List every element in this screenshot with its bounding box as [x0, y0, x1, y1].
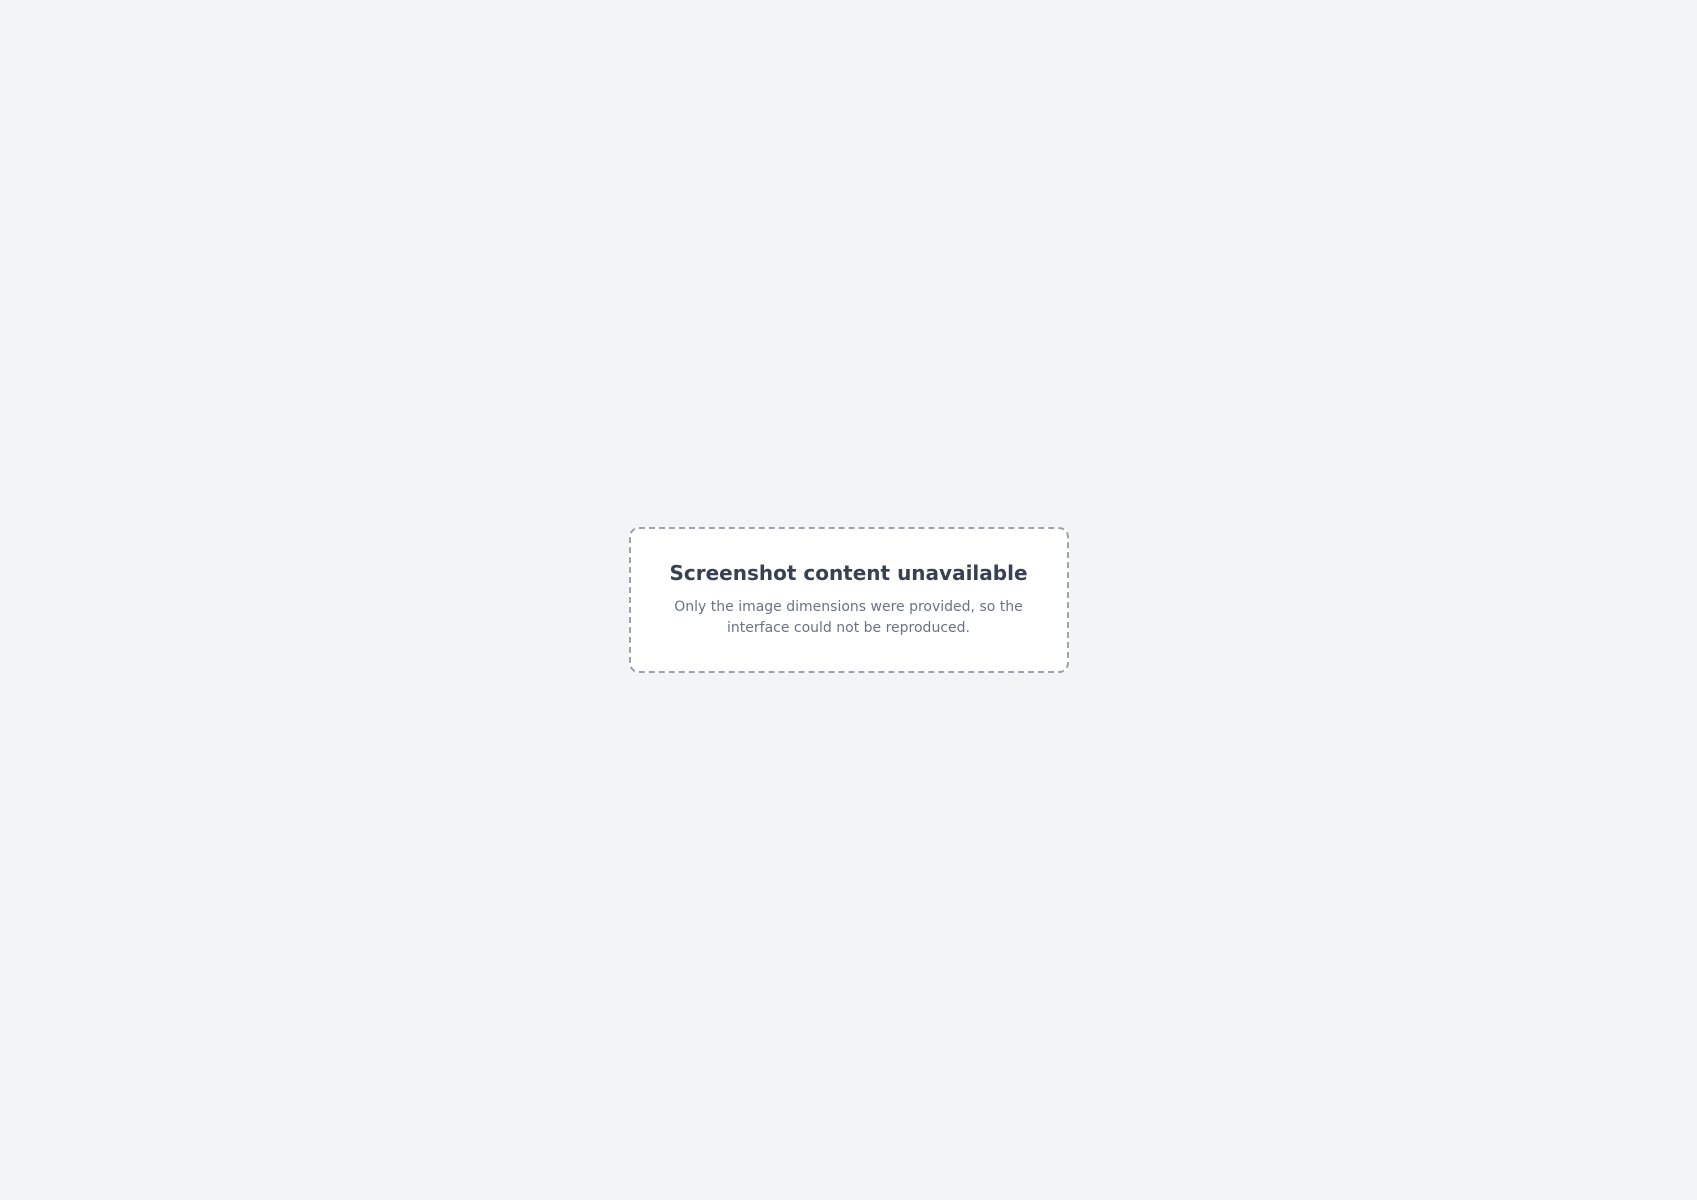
placeholder-title: Screenshot content unavailable: [669, 561, 1028, 585]
placeholder-panel: [629, 527, 1069, 673]
placeholder-message: Only the image dimensions were provided, so the interface could not be reproduced.: [674, 599, 1023, 636]
